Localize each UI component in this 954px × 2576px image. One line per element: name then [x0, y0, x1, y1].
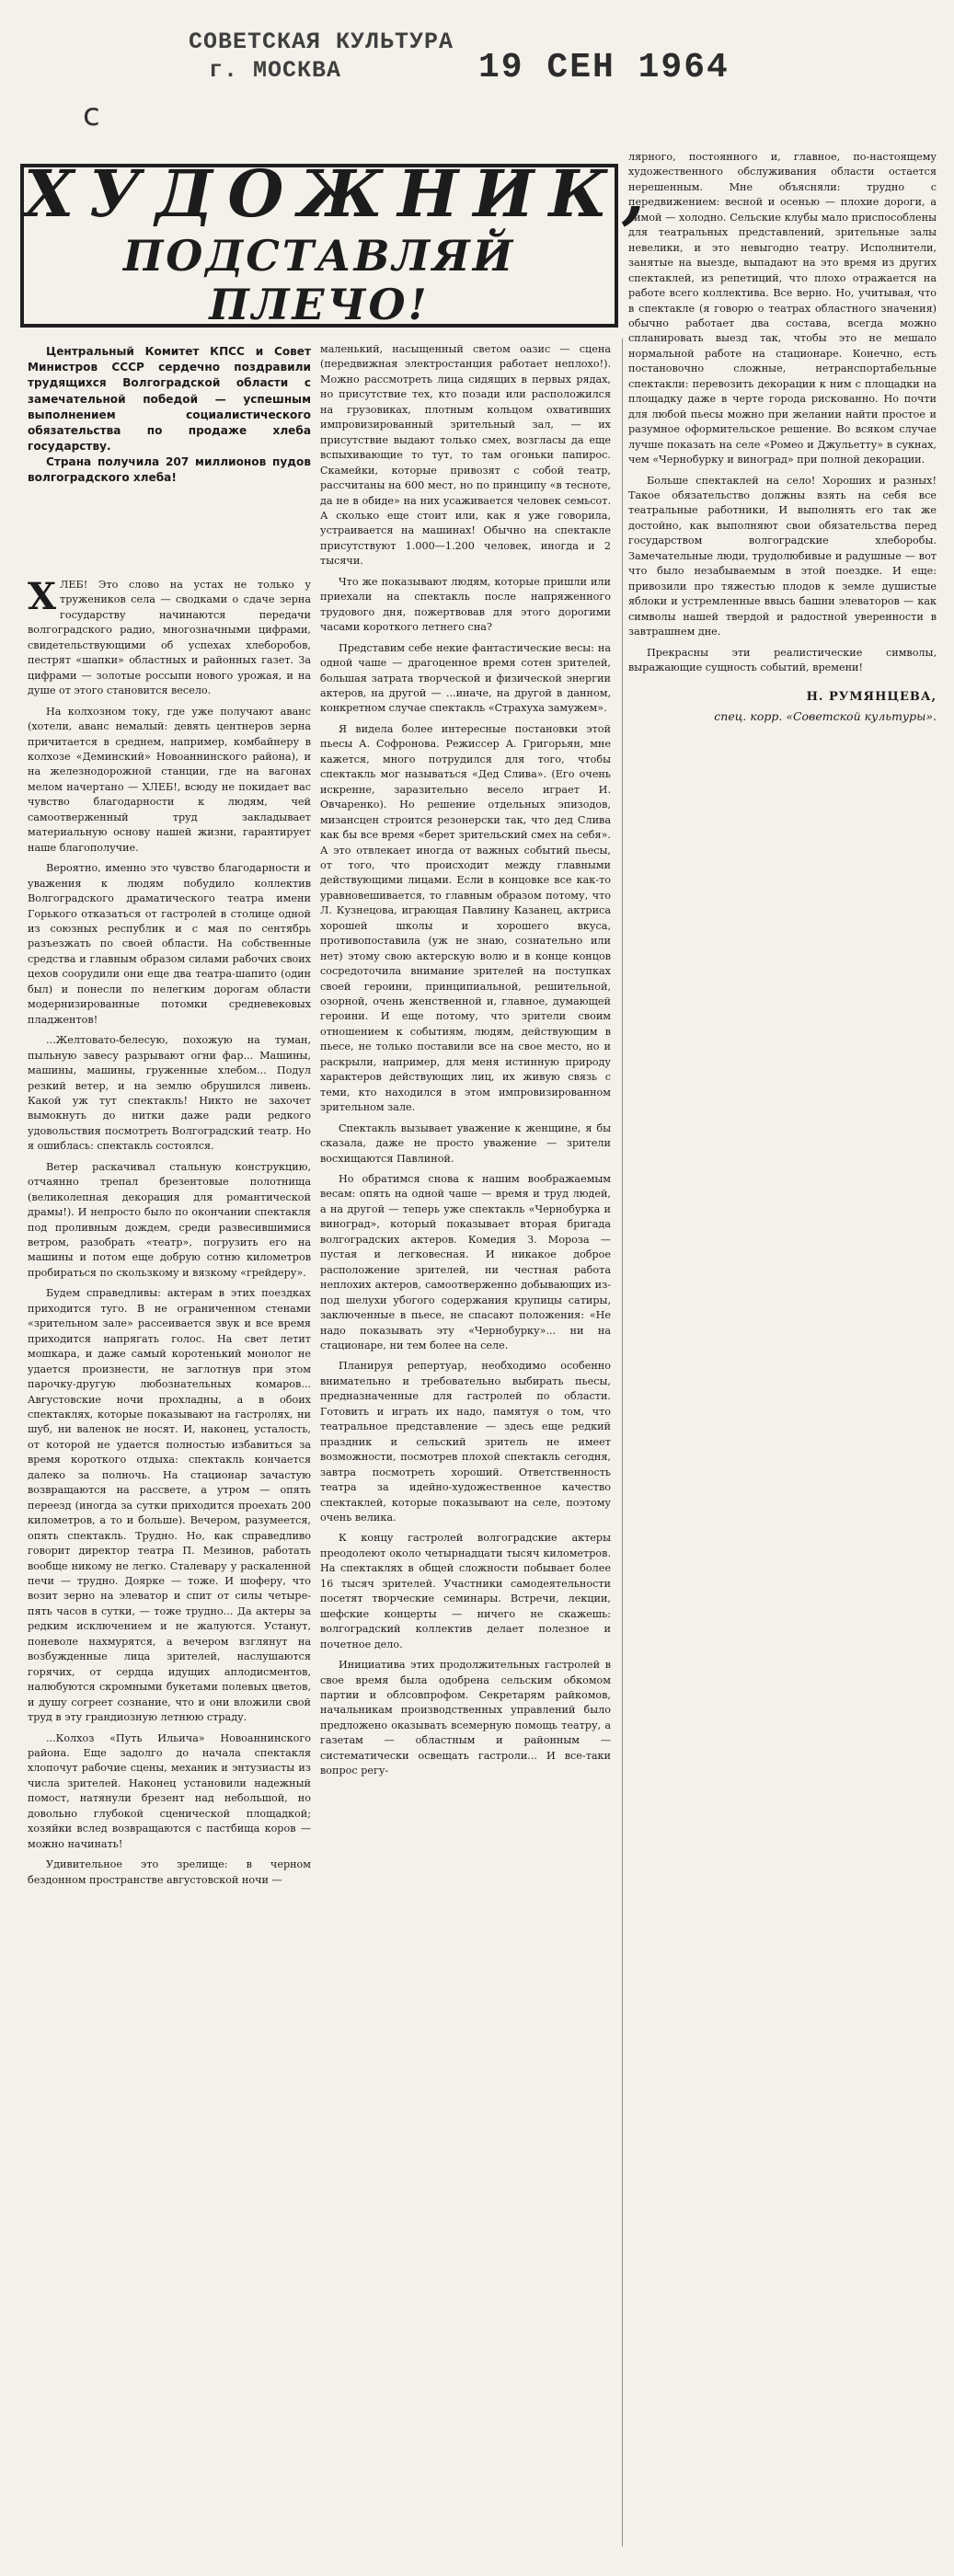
headline-box: [20, 155, 660, 329]
headline-line-2: ПОДСТАВЛЯЙ ПЛЕЧО!: [122, 231, 516, 329]
article-column-right: [628, 150, 937, 725]
lead-text-1: Центральный Комитет КПСС и Совет Министров СССР сердечно поздравили трудящихся Волгоградской области с замечательной победой — успешным выполнением социалистического обязательства по продаже хлеба государству.: [28, 345, 311, 454]
drop-cap: Х: [28, 575, 57, 618]
author-title: спец. корр. «Советской культуры».: [714, 708, 937, 723]
date-stamp: 19 СЕН 1964: [478, 48, 730, 87]
stamp-line-2: г. МОСКВА: [209, 57, 342, 85]
paragraph: Ветер раскачивал стальную конструкцию, отчаянно трепал брезентовые полотнища (великолепная декорация для романтической драмы!). И непросто было по окончании спектакля под проливным дождем, среди развесившимися ветром, разобрать «театр», погрузить его на машины и потом еще добрую сотню километров пробираться по скользкому и вязкому «грейдеру».: [28, 1160, 311, 1279]
newspaper-stamp: [189, 28, 454, 86]
stamp-line-1: СОВЕТСКАЯ КУЛЬТУРА: [189, 29, 454, 55]
paragraph: К концу гастролей волгоградские актеры преодолеют около четырнадцати тысяч километров. На спектаклях в общей сложности побывает более 16 тысяч зрителей. Участники самодеятельности посетят творческие семинары. Встречи, лекции, шефские концерты — ничего не скажешь: волгоградский коллектив делает полезное и почетное дело.: [320, 1532, 611, 1650]
paragraph-text: ЛЕБ! Это слово на устах не только у тружеников села — сводками о сдаче зерна государству начинаются передачи волгоградского радио, многозначными цифрами, свидетельствующими об успехах хлеборобов, пестрят «шапки» областных и районных газет. За цифрами — золотые россыпи нового урожая, и на душе от этого становится весело.: [28, 579, 311, 697]
paragraph: Прекрасны эти реалистические символы, выражающие сущность событий, времени!: [628, 646, 937, 673]
article-column-left: [28, 575, 311, 1893]
paragraph: Больше спектаклей на село! Хороших и разных! Такое обязательство должны взять на себя все театральные работники, И выполнять его так же достойно, как выполняют свои обязательства перед государством волгоградские хлеборобы. Замечательные люди, трудолюбивые и радушные — вот что было незабываемым в этой поездке. И еще: привозили про тяжестью плодов к земле душистые яблоки и устремленные ввысь башни элеваторов — как символы нашей твердой и радостной уверенности в завтрашнем дне.: [628, 474, 937, 638]
paragraph: Что же показывают людям, которые пришли или приехали на спектакль после напряженного трудового дня, пожертвовав для этого дорогими часами короткого летнего сна?: [320, 575, 611, 634]
column-divider: [622, 339, 623, 2547]
paragraph: [28, 575, 311, 699]
pen-mark: с: [83, 97, 100, 133]
article-column-middle: [320, 342, 611, 1785]
paragraph: ...Желтовато-белесую, похожую на туман, пыльную завесу разрывают огни фар... Машины, машины, машины, груженные хлебом... Подул резкий ветер, и на землю обрушился ливень. Какой уж тут спектакль! Никто не захочет вымокнуть до нитки даже ради редкого удовольствия посмотреть Волгоградский театр. Но я ошиблась: спектакль состоялся.: [28, 1034, 311, 1153]
paragraph: Удивительное это зрелище: в черном бездонном пространстве августовской ночи —: [28, 1858, 311, 1886]
lead-text-2: Страна получила 207 миллионов пудов волгоградского хлеба!: [28, 455, 311, 485]
author-signature: Н. РУМЯНЦЕВА,: [806, 690, 937, 705]
paragraph: Вероятно, именно это чувство благодарности и уважения к людям побудило коллектив Волгоградского драматического театра имени Горького отказаться от гастролей в столице одной из союзных республик и с мая по сентябрь разъезжать по своей области. На собственные средства и главным образом силами рабочих своих цехов соорудили они еще два театра-шапито (один был) и понесли по нелегким дорогам области модернизированные потомки средневековых пладжентов!: [28, 862, 311, 1026]
paragraph: Представим себе некие фантастические весы: на одной чаше — драгоценное время сотен зрителей, большая затрата творческой и физической энергии актеров, на другой — ...иначе, на другой в данном, конкретном случае спектакль «Страхуха замужем».: [320, 641, 611, 715]
headline-line-1: ХУДОЖНИК,: [24, 155, 660, 233]
paragraph: лярного, постоянного и, главное, по-настоящему художественного обслуживания области остается нерешенным. Мне объясняли: трудно с передвижением: весной и осенью — плохие дороги, а зимой — холодно. Сельские клубы мало приспособлены для театральных представлений, зрительные залы невелики, и это невыгодно театру. Исполнители, занятые на выезде, выпадают на это время из других спектаклей, из репетиций, что плохо отражается на работе всего коллектива. Все верно. Но, учитывая, что в спектакле (я говорю о театрах областного значения) обычно работает два состава, всегда можно спланировать выезд так, чтобы это не мешало нормальной работе на стационаре. Конечно, есть постановочно сложные, нетранспортабельные спектакли: перевозить декорации к ним с площадки на площадку даже в черте города рискованно. Но почти для любой пьесы можно при желании найти простое и разумное оформительское решение. Во всяком случае лучше показать на селе «Ромео и Джульетту» в сукнах, чем «Чернобурку и виноград» при полной декорации.: [628, 151, 937, 466]
paragraph: Но обратимся снова к нашим воображаемым весам: опять на одной чаше — время и труд людей, а на другой — теперь уже спектакль «Чернобурка и виноград», который показывает вторая бригада волгоградских актеров. Комедия З. Мороза — пустая и легковесная. И никакое доброе расположение зрителей, ни честная работа неплохих актеров, самоотверженно добывающих из-под шелухи убогого содержания крупицы сатиры, заключенные в пьесе, не спасают положения: «Не надо показывать эту «Чернобурку»... ни на стационаре, ни тем более на селе.: [320, 1173, 611, 1351]
paragraph: Инициатива этих продолжительных гастролей в свое время была одобрена сельским обкомом партии и облсовпрофом. Секретарям райкомов, начальникам производственных управлений было предложено оказывать всемерную помощь театру, а газетам — областным и районным — систематически освещать гастроли... И все-таки вопрос регу-: [320, 1659, 611, 1777]
paragraph: ...Колхоз «Путь Ильича» Новоаннинского района. Еще задолго до начала спектакля хлопочут рабочие сцены, механик и энтузиасты из числа зрителей. Наконец установили надежный помост, натянули брезент над небольшой, но довольно глубокой сценической площадкой; хозяйки вслед возвращаются с пастбища коров — можно начинать!: [28, 1731, 311, 1850]
lead-paragraph: [28, 344, 311, 487]
paragraph: Планируя репертуар, необходимо особенно внимательно и требовательно выбирать пьесы, предназначенные для гастролей по области. Готовить и играть их надо, памятуя о том, что театральное представление — здесь еще редкий праздник и сельский зритель не имеет возможности, посмотрев плохой спектакль сегодня, завтра посмотреть хороший. Ответственность театра за идейно-художественное качество спектаклей, которые показывают на селе, поэтому очень велика.: [320, 1360, 611, 1524]
paragraph: На колхозном току, где уже получают аванс (хотели, аванс немалый: девять центнеров зерна причитается в среднем, например, комбайнеру в колхозе «Деминский» Новоаннинского района), и на железнодорожной станции, где на вагонах мелом начертано — ХЛЕБ!, всюду не покидает вас чувство благодарности к людям, чей самоотверженный труд закладывает материальную основу нашей жизни, гарантирует наше благополучие.: [28, 705, 311, 854]
paragraph: Спектакль вызывает уважение к женщине, я бы сказала, даже не просто уважение — зрители восхищаются Павлиной.: [320, 1121, 611, 1165]
paragraph: Я видела более интересные постановки этой пьесы А. Софронова. Режиссер А. Григорьян, мне кажется, много потрудился для того, чтобы спектакль мог называться «Дед Слива». (Его очень искренне, заразительно весело играет И. Овчаренко). Но решение отдельных эпизодов, мизансцен строится резонерски так, что дед Слива как бы все время «берет зрительский смех на себя». А это отвлекает иногда от важных событий пьесы, от того, что происходит между главными действующими лицами. Если в концовке все как-то уравновешивается, то главным образом потому, что Л. Кузнецова, играющая Павлину Казанец, актриса хорошей школы и хорошего вкуса, противопоставила (уж не знаю, сознательно или нет) этому свою актерскую волю и в конце концов сосредоточила внимание зрителей на поступках своей героини, принципиальной, решительной, озорной, очень женственной и, главное, думающей героини. И еще потому, что зрители своим отношением к событиям, людям, действующим в пьесе, не только поставили все на свое место, но и раскрыли, например, для меня истинную природу характеров действующих лиц, их живую связь с теми, кто находился в этом импровизированном зрительном зале.: [320, 722, 611, 1114]
paragraph: Будем справедливы: актерам в этих поездках приходится туго. В не ограниченном стенами «зрительном зале» рассеивается звук и все время приходится напрягать голос. На свет летит мошкара, и даже самый коротенький монолог не удается произнести, не заглотнув при этом парочку-другую любознательных комаров... Августовские ночи прохладны, а в обоих спектаклях, которые показывают на гастролях, ни шуб, ни валенок не носят. И, наконец, усталость, от которой не удается полностью избавиться за время короткого отдыха: спектакль кончается далеко за полночь. На стационар зачастую возвращаются на рассвете, а утром — опять переезд (иногда за сутки приходится проехать 200 километров, а то и больше). Вечером, разумеется, опять спектакль. Трудно. Но, как справедливо говорит директор театра П. Мезинов, работать вообще никому не легко. Сталевару у раскаленной печи — трудно. Доярке — тоже. И шоферу, что возит зерно на элеватор и спит от силы четыре-пять часов в сутки, — тоже трудно... Да актеры за редким исключением и не жалуются. Устанут, поневоле нахмурятся, а вечером взглянут на возбужденные лица зрителей, наслушаются горячих, от сердца идущих аплодисментов, налюбуются скромными букетами полевых цветов, и душу согреет сознание, что и они вложили свой труд в эту грандиозную летнюю страду.: [28, 1287, 311, 1724]
paragraph: маленький, насыщенный светом оазис — сцена (передвижная электростанция работает неплохо!). Можно рассмотреть лица сидящих в первых рядах, но присутствие тех, кто позади или расположился на грузовиках, плотным кольцом охвативших импровизированный зрительный зал, — их присутствие выдают только смех, возгласы да еще вспыхивающие то тут, то там огоньки папирос. Скамейки, которые привозят с собой театр, рассчитаны на 600 мест, но по принципу «в тесноте, да не в обиде» на них усаживается человек семьсот. А сколько еще стоит или, как я уже говорила, устраивается на машинах! Обычно на спектакле присутствуют 1.000—1.200 человек, иногда и 2 тысячи.: [320, 343, 611, 568]
